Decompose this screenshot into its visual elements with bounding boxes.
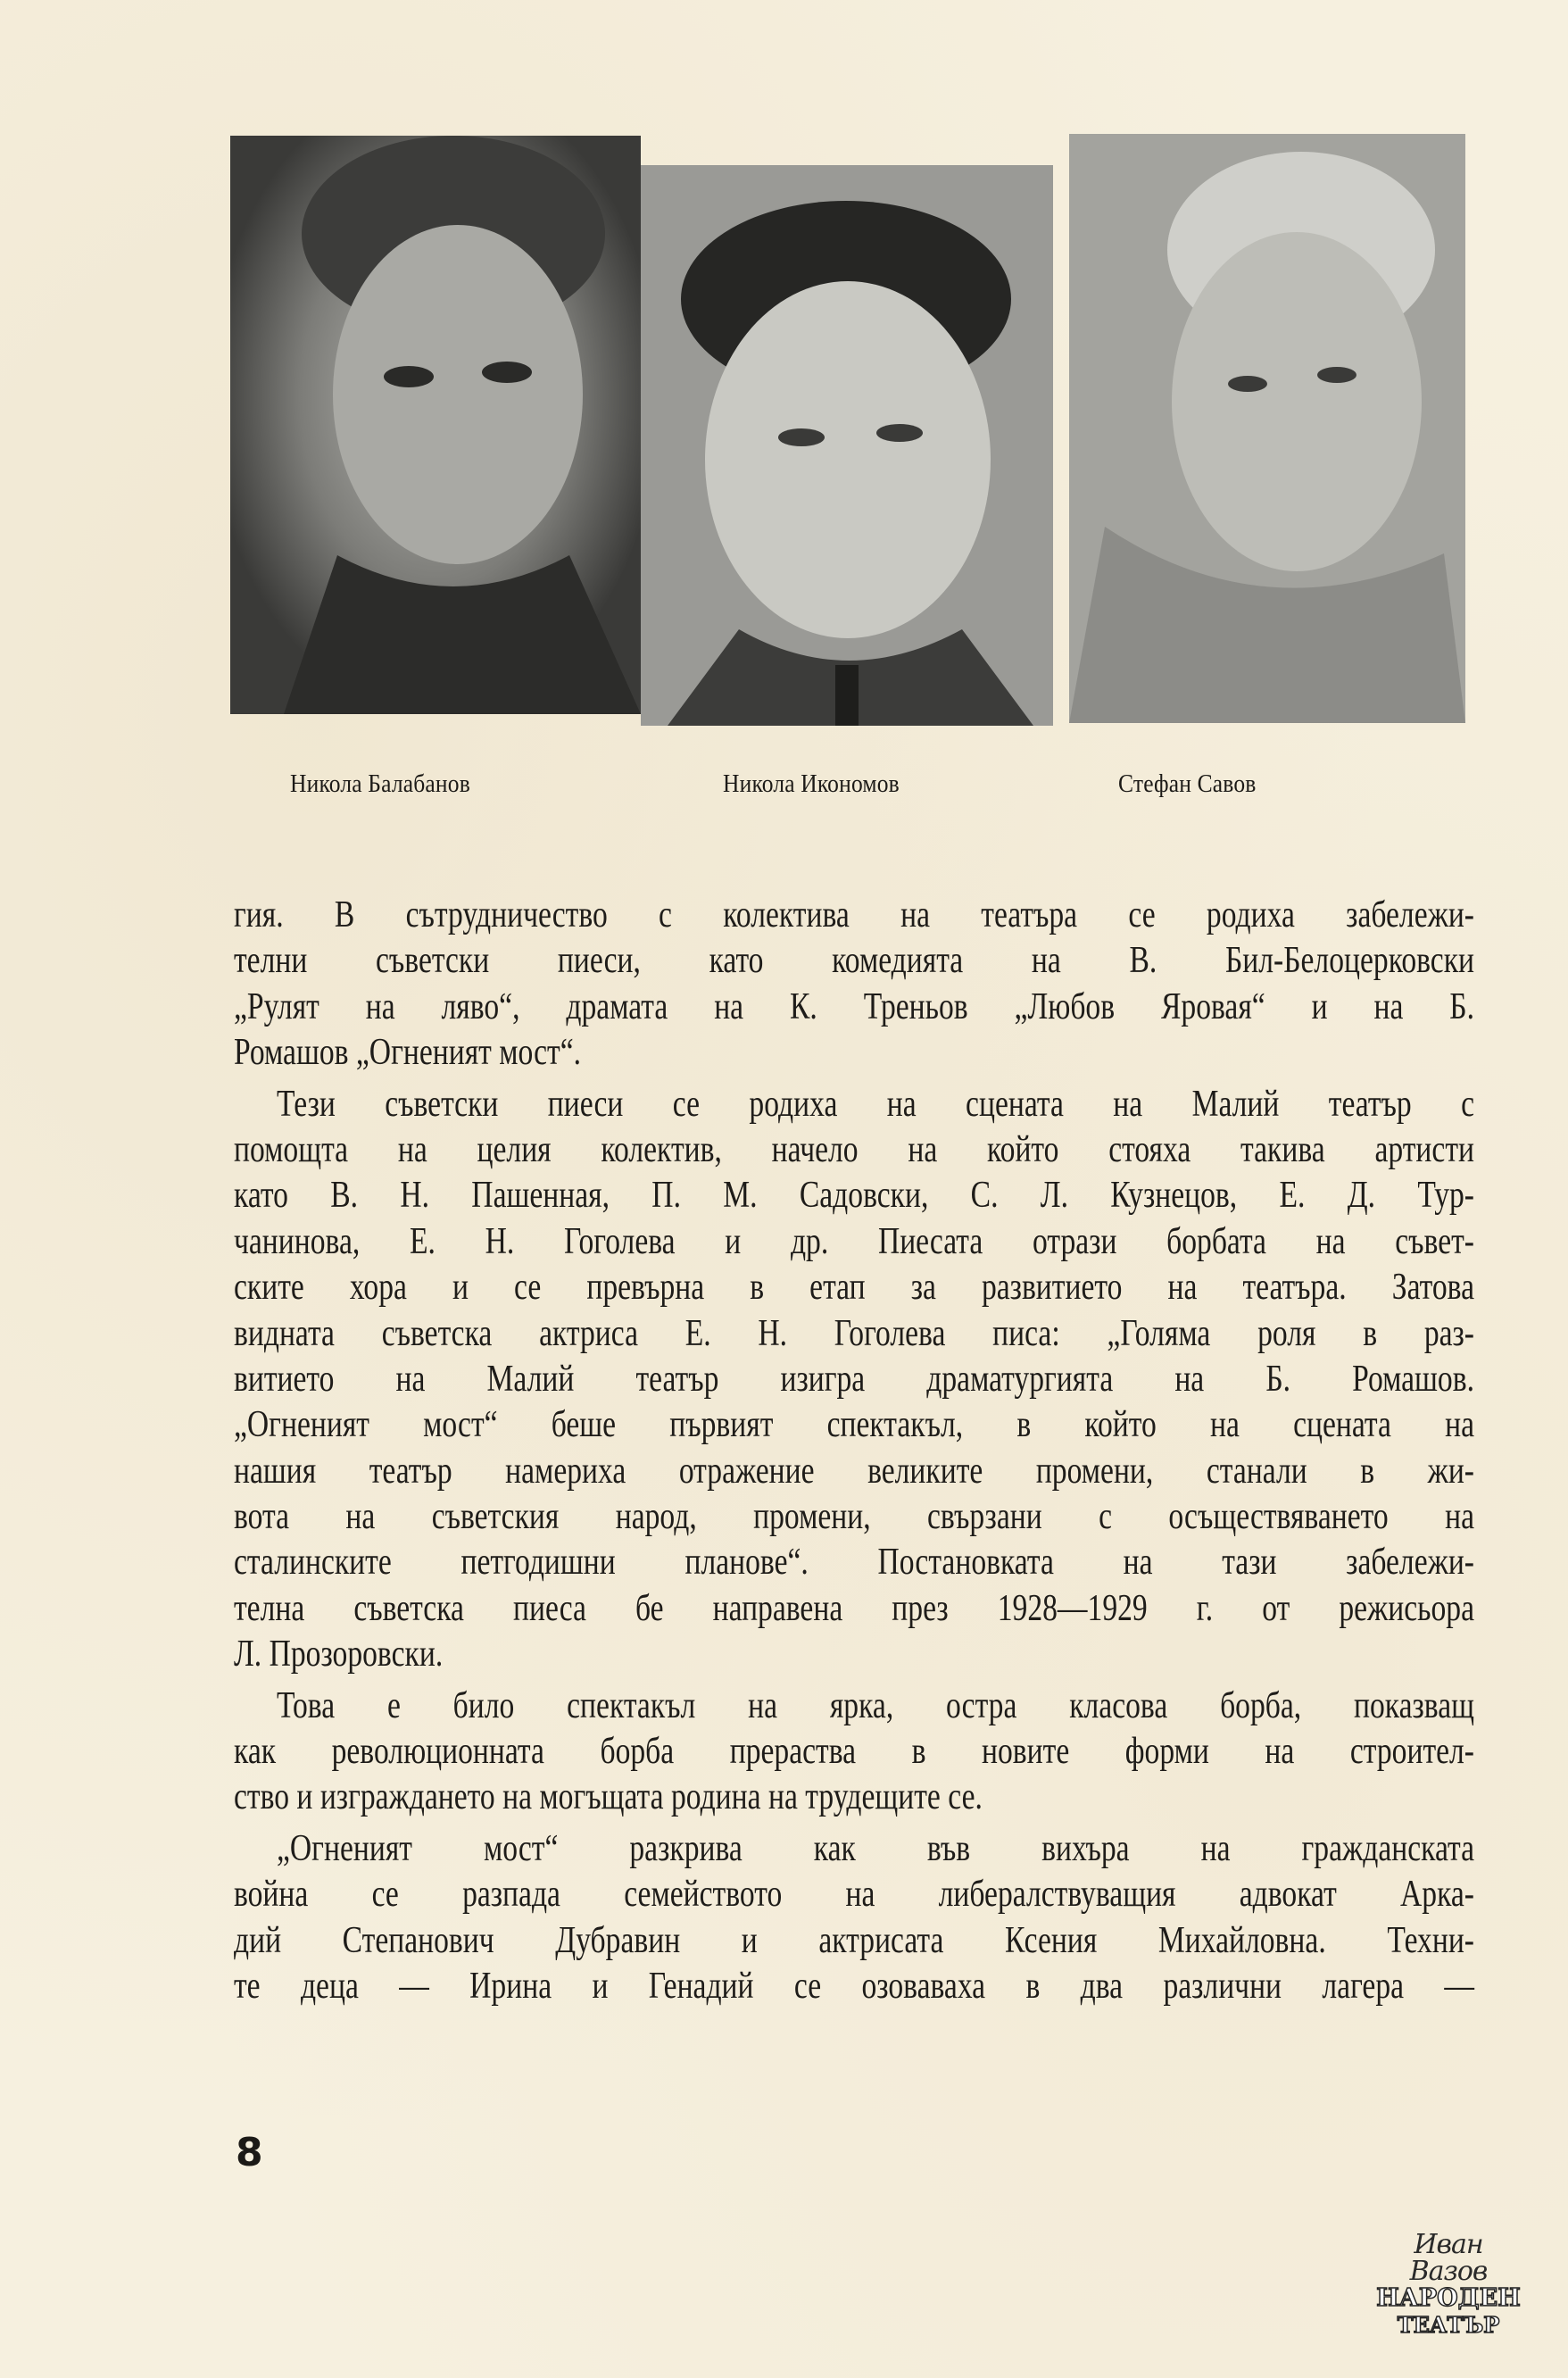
text-line: война се разпада семейството на либералствуващия адвокат Арка- [234,1874,1474,1916]
page-number: 8 [236,2130,263,2175]
portrait-image [230,136,641,714]
text-line: Това е било спектакъл на ярка, остра класова борба, показващ [277,1684,1474,1726]
text-line: Ромашов „Огненият мост“. [234,1032,582,1074]
article-body [234,893,1474,2009]
text-line: видната съветска актриса Е. Н. Гоголева писа: „Голяма роля в раз- [234,1312,1474,1354]
portrait-photo-ikonomov [641,165,1053,726]
text-line: като В. Н. Пашенная, П. М. Садовски, С. Л. Кузнецов, Е. Д. Тур- [234,1175,1474,1217]
text-line: те деца — Ирина и Генадий се озоваваха в два различни лагера — [234,1965,1474,2007]
logo-text-line: ТЕАТЪР [1397,2312,1500,2338]
text-line: телни съветски пиеси, като комедията на В. Бил-Белоцерковски [234,940,1474,982]
text-line: Л. Прозоровски. [234,1634,444,1675]
text-line: „Огненият мост“ разкрива как във вихъра на гражданската [277,1827,1474,1869]
text-line: вота на съветския народ, промени, свързани с осъществяването на [234,1496,1474,1538]
text-line: гия. В сътрудничество с колектива на театъра се родиха забележи- [234,894,1474,935]
portrait-image [1069,134,1465,723]
photo-caption: Никола Икономов [723,769,900,798]
text-line: сталинските петгодишни планове“. Постановката на тази забележи- [234,1542,1474,1584]
photo-caption: Никола Балабанов [290,769,470,798]
national-theatre-logo [1373,2229,1524,2339]
text-line: ство и изграждането на могъщата родина на трудещите се. [234,1776,983,1818]
portrait-photo-balabanov [230,136,641,714]
text-line: дий Степанович Дубравин и актрисата Ксения Михайловна. Техни- [234,1919,1474,1961]
text-line: телна съветска пиеса бе направена през 1928—1929 г. от режисьора [234,1587,1474,1629]
text-line: чанинова, Е. Н. Гоголева и др. Пиесата отрази борбата на съвет- [234,1220,1474,1262]
text-line: Тези съветски пиеси се родиха на сцената на Малий театър с [277,1083,1474,1125]
text-line: „Огненият мост“ беше първият спектакъл, в който на сцената на [234,1404,1474,1446]
text-line: нашия театър намериха отражение великите промени, станали в жи- [234,1450,1474,1492]
portrait-image [641,165,1053,726]
text-line: помощта на целия колектив, начело на който стояха такива артисти [234,1128,1474,1170]
text-line: как революционната борба прераства в новите форми на строител- [234,1731,1474,1773]
logo-text-line: НАРОДЕН [1376,2284,1521,2312]
text-line: ските хора и се превърна в етап за развитието на театъра. Затова [234,1267,1474,1309]
logo-signature: Иван Вазов [1409,2229,1488,2287]
photo-caption: Стефан Савов [1118,769,1257,798]
portrait-photo-savov [1069,134,1465,723]
text-line: витието на Малий театър изигра драматургията на Б. Ромашов. [234,1358,1474,1400]
text-line: „Рулят на ляво“, драмата на К. Треньов „Любов Яровая“ и на Б. [234,985,1474,1027]
